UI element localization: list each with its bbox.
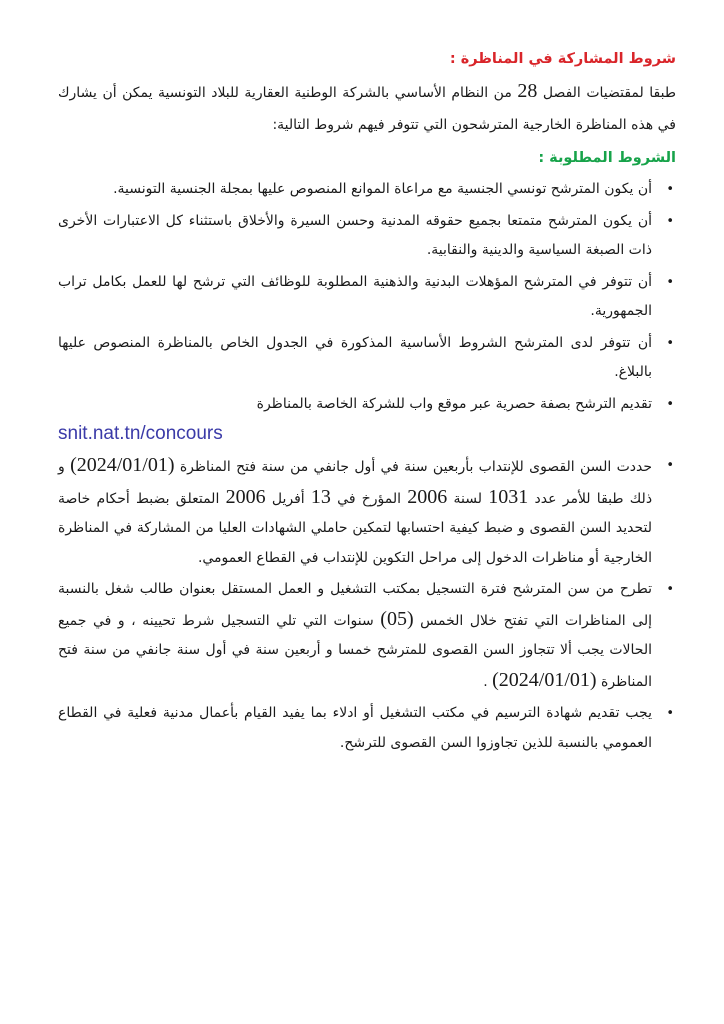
document-page xyxy=(58,44,676,760)
bullet-icon: • xyxy=(666,582,674,597)
condition-nationality xyxy=(58,175,676,205)
condition-text: حددت السن القصوى للإنتداب بأربعين سنة في أول جانفي من سنة فتح المناظرة xyxy=(179,459,652,475)
bullet-icon: • xyxy=(666,213,674,229)
section-subtitle: الشروط المطلوبة : xyxy=(538,150,676,166)
condition-text: يجب تقديم شهادة الترسيم في مكتب التشغيل أو ادلاء بما يفيد القيام بأعمال مدنية فعلية في القطاع العمومي بالنسبة للذين تجاوزوا السن القصوى للترشح. xyxy=(58,705,652,751)
condition-fitness xyxy=(58,268,676,327)
bullet-icon: • xyxy=(666,274,674,290)
condition-text: أن يكون المترشح تونسي الجنسية مع مراعاة الموانع المنصوص عليها بمجلة الجنسية التونسية. xyxy=(113,181,652,197)
bullet-icon: • xyxy=(666,396,674,412)
condition-text: تقديم الترشح بصفة حصرية عبر موقع واب للشركة الخاصة بالمناظرة xyxy=(256,395,652,412)
intro-text-1: طبقا لمقتضيات الفصل xyxy=(542,85,677,101)
decree-day: 13 xyxy=(310,485,331,508)
bullet-icon: • xyxy=(666,182,674,197)
reference-date: (2024/01/01) xyxy=(492,668,597,691)
condition-text: و ذلك طبقا للأمر عدد xyxy=(58,459,653,507)
condition-employment-certificate xyxy=(58,699,676,758)
condition-text: . xyxy=(483,673,488,690)
condition-text: أن تتوفر لدى المترشح الشروط الأساسية المذكورة في الجدول الخاص بالمناظرة المنصوص عليها بالبلاغ. xyxy=(58,334,652,380)
years-count: (05) xyxy=(380,607,414,630)
decree-year: 2006 xyxy=(407,485,448,508)
decree-number: 1031 xyxy=(488,485,529,508)
bullet-icon: • xyxy=(666,458,674,473)
condition-text: سنوات التي تلي التسجيل شرط تحيينه ، و في جميع الحالات يجب ألا تتجاوز السن القصوى للمترشح خمسا و أربعين سنة في أول سنة جانفي من سنة فتح المناظرة xyxy=(58,612,652,690)
condition-online-application xyxy=(58,390,676,450)
condition-max-age xyxy=(58,451,676,573)
condition-registration-period xyxy=(58,575,676,697)
condition-basic-requirements xyxy=(58,329,676,388)
condition-text: أن يكون المترشح متمتعا بجميع حقوقه المدنية وحسن السيرة والأخلاق باستثناء كل الاعتبارات الأخرى ذات الصبغة السياسية والدينية والنقابية. xyxy=(58,212,652,258)
reference-date: (2024/01/01) xyxy=(70,454,175,476)
condition-text: تطرح من سن المترشح فترة التسجيل بمكتب التشغيل و العمل المستقل بعنوان طالب شغل بالنسبة إلى المناظرات التي تفتح خلال الخمس xyxy=(58,581,652,629)
condition-civil-rights xyxy=(58,207,676,266)
condition-text: المتعلق بضبط أحكام خاصة لتحديد السن القصوى و ضبط كيفية احتسابها لتمكين حاملي الشهادات العليا من المشاركة في المناظرة الخارجية أو مناظرات الدخول إلى مراحل التكوين للإنتداب في القطاع العمومي. xyxy=(58,490,652,566)
bullet-icon: • xyxy=(666,706,674,721)
intro-text-2: من النظام الأساسي بالشركة الوطنية العقارية للبلاد التونسية يمكن أن يشارك في هذه المناظرة الخارجية المترشحون التي تتوفر فيهم شروط التالية: xyxy=(58,85,676,133)
bullet-icon: • xyxy=(666,335,674,351)
decree-date-year: 2006 xyxy=(225,485,266,508)
conditions-list xyxy=(58,175,676,758)
article-number: 28 xyxy=(517,80,538,102)
intro-paragraph xyxy=(58,76,676,141)
condition-text: أفريل xyxy=(271,490,305,507)
application-url[interactable]: snit.nat.tn/concours xyxy=(58,423,223,444)
condition-text: لسنة xyxy=(453,490,483,507)
condition-text: المؤرخ في xyxy=(337,490,402,507)
condition-text: أن تتوفر في المترشح المؤهلات البدنية والذهنية المطلوبة للوظائف التي ترشح لها للعمل بكامل تراب الجمهورية. xyxy=(58,273,652,319)
section-title: شروط المشاركة في المناظرة : xyxy=(449,51,676,67)
